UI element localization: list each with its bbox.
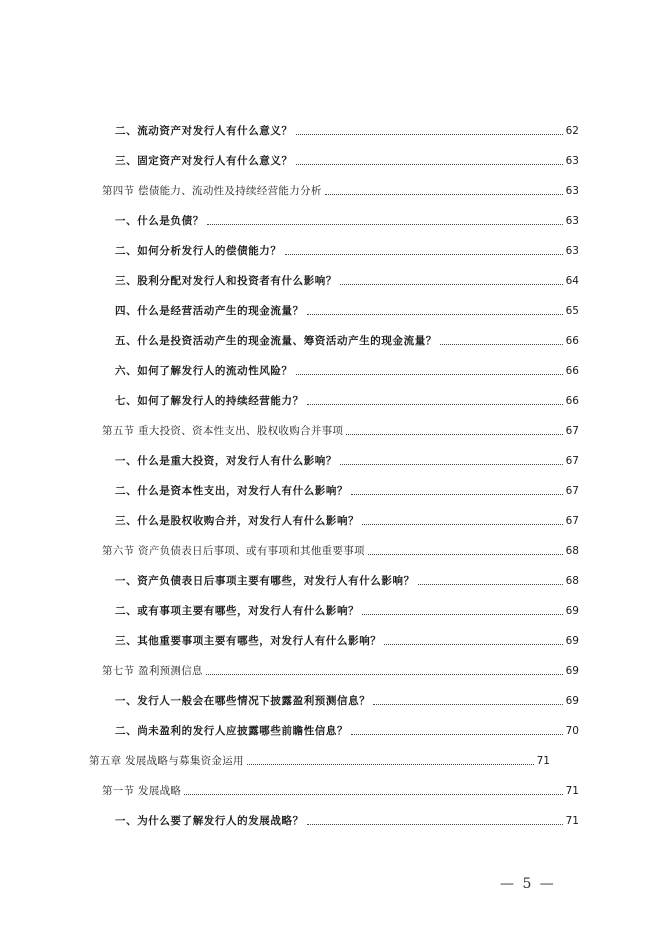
- page-number-footer: — 5 —: [500, 876, 556, 892]
- toc-entry-page: 64: [565, 275, 579, 287]
- toc-entry-page: 70: [565, 725, 579, 737]
- dot-leader: [384, 644, 562, 645]
- toc-entry[interactable]: [115, 482, 579, 498]
- toc-section-page: 69: [565, 665, 579, 677]
- toc-section[interactable]: [102, 422, 579, 438]
- toc-section-label: 第七节 盈利预测信息: [102, 665, 203, 677]
- dot-leader: [307, 404, 563, 405]
- toc-entry-page: 67: [565, 455, 579, 467]
- dot-leader: [307, 314, 563, 315]
- toc-entry-page: 63: [565, 245, 579, 257]
- toc-entry[interactable]: [115, 302, 579, 318]
- dot-leader: [351, 734, 563, 735]
- toc-entry-label: 二、流动资产对发行人有什么意义？: [115, 125, 293, 137]
- toc-entry-page: 66: [565, 365, 579, 377]
- toc-entry-page: 68: [565, 575, 579, 587]
- toc-entry-label: 一、什么是重大投资，对发行人有什么影响？: [115, 455, 337, 467]
- toc-section-page: 68: [565, 545, 579, 557]
- dot-leader: [368, 554, 563, 555]
- dot-leader: [296, 134, 563, 135]
- toc-entry-page: 62: [565, 125, 579, 137]
- toc-entry-page: 66: [565, 335, 579, 347]
- toc-entry-label: 一、什么是负债？: [115, 215, 204, 227]
- toc-entry[interactable]: [115, 632, 579, 648]
- toc-entry[interactable]: [115, 692, 579, 708]
- toc-entry[interactable]: [115, 122, 579, 138]
- toc-entry-page: 69: [565, 695, 579, 707]
- toc-entry-page: 67: [565, 515, 579, 527]
- toc-entry[interactable]: [115, 512, 579, 528]
- toc-entry[interactable]: [115, 812, 579, 828]
- toc-entry-page: 67: [565, 485, 579, 497]
- dot-leader: [418, 584, 563, 585]
- toc-entry-label: 三、其他重要事项主要有哪些，对发行人有什么影响？: [115, 635, 382, 647]
- toc-entry-label: 一、为什么要了解发行人的发展战略？: [115, 815, 304, 827]
- toc-section-label: 第一节 发展战略: [102, 785, 182, 797]
- toc-entry-label: 四、什么是经营活动产生的现金流量？: [115, 305, 304, 317]
- toc-section-page: 67: [565, 425, 579, 437]
- toc-entry-label: 二、什么是资本性支出，对发行人有什么影响？: [115, 485, 349, 497]
- dot-leader: [207, 224, 563, 225]
- dot-leader: [340, 464, 563, 465]
- toc-entry[interactable]: [115, 212, 579, 228]
- dot-leader: [184, 794, 562, 795]
- toc-entry-label: 二、尚未盈利的发行人应披露哪些前瞻性信息？: [115, 725, 349, 737]
- dot-leader: [296, 374, 563, 375]
- toc-entry-page: 71: [565, 815, 579, 827]
- toc-section-label: 第四节 偿债能力、流动性及持续经营能力分析: [102, 185, 322, 197]
- toc-section-label: 第六节 资产负债表日后事项、或有事项和其他重要事项: [102, 545, 365, 557]
- toc-chapter-label: 第五章 发展战略与募集资金运用: [89, 755, 244, 767]
- toc-entry-page: 63: [565, 155, 579, 167]
- toc-entry[interactable]: [115, 722, 579, 738]
- toc-entry[interactable]: [115, 392, 579, 408]
- toc-chapter-page: 71: [536, 755, 550, 767]
- toc-entry-label: 二、或有事项主要有哪些，对发行人有什么影响？: [115, 605, 360, 617]
- toc-entry[interactable]: [115, 242, 579, 258]
- toc-entry[interactable]: [115, 602, 579, 618]
- toc-entry-page: 69: [565, 605, 579, 617]
- dot-leader: [362, 524, 562, 525]
- toc-entry-page: 69: [565, 635, 579, 647]
- dot-leader: [247, 764, 534, 765]
- dot-leader: [362, 614, 562, 615]
- dot-leader: [307, 824, 563, 825]
- toc-entry-label: 三、固定资产对发行人有什么意义？: [115, 155, 293, 167]
- toc-section[interactable]: [102, 782, 579, 798]
- dot-leader: [206, 674, 563, 675]
- dot-leader: [325, 194, 563, 195]
- toc-entry-label: 三、股利分配对发行人和投资者有什么影响？: [115, 275, 337, 287]
- toc-entry-page: 65: [565, 305, 579, 317]
- toc-section[interactable]: [102, 542, 579, 558]
- toc-entry[interactable]: [115, 152, 579, 168]
- toc-entry-label: 一、资产负债表日后事项主要有哪些，对发行人有什么影响？: [115, 575, 415, 587]
- toc-entry-page: 63: [565, 215, 579, 227]
- toc-entry-label: 七、如何了解发行人的持续经营能力？: [115, 395, 304, 407]
- toc-section[interactable]: [102, 662, 579, 678]
- toc-chapter[interactable]: [89, 752, 550, 768]
- toc-entry-page: 66: [565, 395, 579, 407]
- toc-section-page: 71: [565, 785, 579, 797]
- dot-leader: [285, 254, 563, 255]
- toc-entry-label: 三、什么是股权收购合并，对发行人有什么影响？: [115, 515, 360, 527]
- toc-entry[interactable]: [115, 332, 579, 348]
- toc-entry-label: 二、如何分析发行人的偿债能力？: [115, 245, 282, 257]
- dot-leader: [340, 284, 563, 285]
- dot-leader: [373, 704, 562, 705]
- dot-leader: [346, 434, 562, 435]
- toc-section[interactable]: [102, 182, 579, 198]
- toc-entry-label: 五、什么是投资活动产生的现金流量、筹资活动产生的现金流量？: [115, 335, 437, 347]
- toc-section-page: 63: [565, 185, 579, 197]
- toc-entry[interactable]: [115, 272, 579, 288]
- dot-leader: [440, 344, 563, 345]
- toc-entry[interactable]: [115, 452, 579, 468]
- dot-leader: [351, 494, 563, 495]
- toc-entry-label: 六、如何了解发行人的流动性风险？: [115, 365, 293, 377]
- toc-entry[interactable]: [115, 572, 579, 588]
- toc-entry-label: 一、发行人一般会在哪些情况下披露盈利预测信息？: [115, 695, 371, 707]
- toc-section-label: 第五节 重大投资、资本性支出、股权收购合并事项: [102, 425, 344, 437]
- dot-leader: [296, 164, 563, 165]
- toc-entry[interactable]: [115, 362, 579, 378]
